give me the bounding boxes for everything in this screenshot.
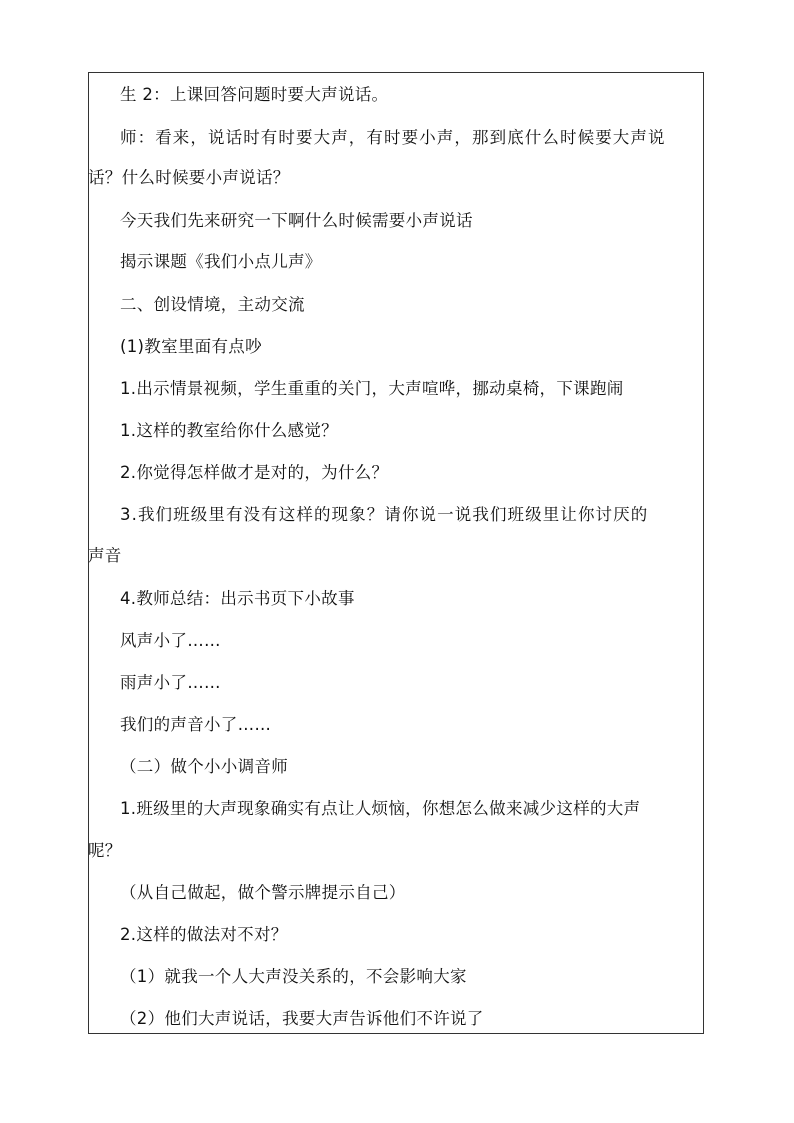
text-line: 1.出示情景视频，学生重重的关门，大声喧哗，挪动桌椅，下课跑闹 <box>120 379 624 398</box>
text-line: 3.我们班级里有没有这样的现象？请你说一说我们班级里让你讨厌的 <box>120 505 649 524</box>
text-line: 声音 <box>88 546 122 565</box>
text-line: 1.班级里的大声现象确实有点让人烦恼，你想怎么做来减少这样的大声 <box>120 799 641 818</box>
text-line: （2）他们大声说话，我要大声告诉他们不许说了 <box>120 1009 484 1028</box>
text-line: （从自己做起，做个警示牌提示自己） <box>120 883 406 902</box>
text-line: 师：看来，说话时有时要大声，有时要小声，那到底什么时候要大声说 <box>120 128 666 147</box>
text-line: 1.这样的教室给你什么感觉？ <box>120 421 338 440</box>
text-line: 生 2：上课回答问题时要大声说话。 <box>120 85 389 104</box>
section-heading: 二、创设情境，主动交流 <box>120 295 305 314</box>
text-line: 4.教师总结：出示书页下小故事 <box>120 589 355 608</box>
subsection-heading: （二）做个小小调音师 <box>120 757 288 776</box>
text-line: 呢？ <box>88 841 122 860</box>
text-line: 2.你觉得怎样做才是对的，为什么？ <box>120 463 389 482</box>
text-line: （1）就我一个人大声没关系的，不会影响大家 <box>120 967 467 986</box>
subsection-heading: (1)教室里面有点吵 <box>120 337 262 356</box>
text-line: 揭示课题《我们小点儿声》 <box>120 252 322 271</box>
text-line: 雨声小了…… <box>120 673 221 692</box>
text-line: 今天我们先来研究一下啊什么时候需要小声说话 <box>120 211 473 230</box>
text-line: 风声小了…… <box>120 631 221 650</box>
text-line: 2.这样的做法对不对？ <box>120 925 288 944</box>
text-line: 我们的声音小了…… <box>120 715 272 734</box>
text-line: 话？什么时候要小声说话？ <box>88 168 290 187</box>
